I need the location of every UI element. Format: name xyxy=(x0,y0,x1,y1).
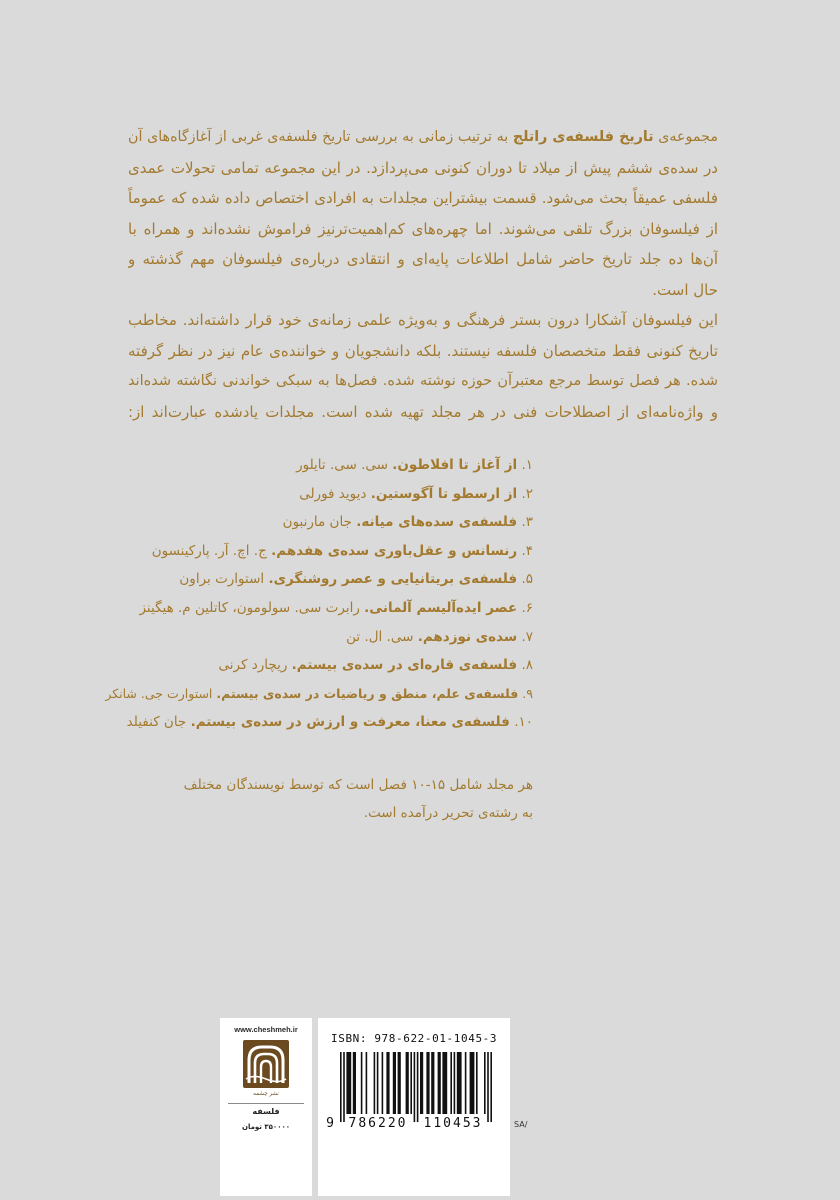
volume-item xyxy=(103,708,533,737)
audience-paragraph xyxy=(128,305,718,427)
barcode-bar xyxy=(476,1052,478,1114)
barcode-graphic xyxy=(318,1048,510,1124)
volume-number: ۲. xyxy=(521,485,533,502)
barcode-bar xyxy=(393,1052,396,1114)
volume-title: عصر ایده‌آلیسم آلمانی. xyxy=(364,599,518,616)
barcode-bar xyxy=(484,1052,486,1114)
series-title: تاریخ فلسفه‌ی راتلج xyxy=(512,129,654,145)
book-category: فلسفه xyxy=(252,1107,280,1116)
volume-number: ۸. xyxy=(521,657,533,674)
barcode-bar xyxy=(346,1052,351,1114)
barcode-guard-bar xyxy=(417,1052,419,1122)
side-code: SA/ xyxy=(514,1120,528,1129)
volume-title: فلسفه‌ی معنا، معرفت و ارزش در سده‌ی بیستم. xyxy=(190,714,510,731)
volume-title: از آغاز تا افلاطون. xyxy=(392,457,518,473)
barcode-bar xyxy=(431,1052,434,1114)
paragraph-line: حال است. xyxy=(652,280,718,299)
barcode-bar xyxy=(366,1052,368,1114)
barcode-bar xyxy=(438,1052,441,1114)
paragraph-line: تاریخ کنونی فقط متخصصان فلسفه نیستند. بلکه دانشجویان و خواننده‌ی عام نیز در نظر گرفته xyxy=(128,341,718,360)
volume-list xyxy=(103,451,533,737)
volume-title: فلسفه‌ی قاره‌ای در سده‌ی بیستم. xyxy=(291,657,518,674)
volume-author: ج. اچ. آر. پارکینسون xyxy=(151,542,267,559)
volume-author: ریچارد کرنی xyxy=(218,657,288,674)
barcode-digit-prefix: 9 xyxy=(326,1116,334,1131)
barcode-bar xyxy=(406,1052,409,1114)
volume-number: ۷. xyxy=(521,628,533,645)
paragraph-line: این فیلسوفان آشکارا درون بستر فرهنگی و به‌ویژه علمی زمانه‌ی خود قرار داشته‌اند. مخاطب xyxy=(128,311,718,329)
barcode-bar xyxy=(386,1052,389,1114)
barcode-bar xyxy=(442,1052,447,1114)
paragraph-line: فلسفی عمیقاً بحث می‌شود. قسمت بیشتراین مجلدات به افرادی اختصاص داده شده که عموماً xyxy=(128,189,718,207)
barcode-guard-bar xyxy=(490,1052,492,1122)
volume-item xyxy=(103,623,533,652)
volume-author: استوارت براون xyxy=(179,571,265,588)
volume-title: سده‌ی نوزدهم. xyxy=(417,628,518,645)
isbn-label: ISBN: 978-622-01-1045-3 xyxy=(331,1032,498,1045)
barcode-bar xyxy=(361,1052,363,1114)
paragraph-line: هر مجلد شامل ۱۵-۱۰ فصل است که توسط نویسندگان مختلف xyxy=(183,777,533,793)
volume-title: از ارسطو تا آگوستین. xyxy=(370,485,518,502)
volume-number: ۹. xyxy=(522,685,533,701)
volume-author: رابرت سی. سولومون، کاتلین م. هیگینز xyxy=(139,599,360,616)
barcode-bar xyxy=(377,1052,379,1114)
barcode-guard-bar xyxy=(414,1052,416,1122)
paragraph-text: به ترتیب زمانی به بررسی تاریخ فلسفه‌ی غربی از آغازگاه‌های آن xyxy=(128,129,513,145)
barcode-bar xyxy=(382,1052,384,1114)
barcode-bar xyxy=(426,1052,429,1114)
volume-author: استوارت جی. شانکر xyxy=(105,685,213,701)
barcode-bar xyxy=(410,1052,412,1114)
paragraph-text: مجموعه‌ی xyxy=(653,129,718,145)
barcode-guard-bar xyxy=(343,1052,345,1122)
paragraph-line: از فیلسوفان بزرگ تلقی می‌شوند. اما چهره‌های کم‌اهمیت‌ترنیز فراموش نشده‌اند و همراه با xyxy=(128,219,718,238)
barcode-box xyxy=(318,1018,510,1196)
volume-item xyxy=(103,480,533,509)
volume-item xyxy=(103,451,533,480)
divider xyxy=(228,1103,304,1104)
barcode-bar xyxy=(470,1052,475,1114)
barcode-bar xyxy=(374,1052,376,1114)
paragraph-line: در سده‌ی ششم پیش از میلاد تا دوران کنونی می‌پردازد. در این مجموعه تمامی تحولات عمدی xyxy=(128,158,718,177)
volume-title: فلسفه‌ی علم، منطق و ریاضیات در سده‌ی بیستم. xyxy=(216,685,519,701)
volume-item xyxy=(103,594,533,623)
volume-item xyxy=(103,651,533,680)
volume-author: سی. سی. تایلور xyxy=(296,457,388,473)
barcode-bar xyxy=(457,1052,462,1114)
publisher-website: www.cheshmeh.ir xyxy=(234,1025,298,1034)
barcode-guard-bar xyxy=(340,1052,342,1122)
volume-item xyxy=(103,565,533,594)
closing-paragraph xyxy=(183,771,533,827)
paragraph-line: به رشته‌ی تحریر درآمده است. xyxy=(363,805,533,821)
cheshmeh-logo-icon xyxy=(240,1039,292,1089)
volume-author: جان مارنبون xyxy=(282,514,352,531)
series-description-paragraph xyxy=(128,122,718,305)
publisher-name: نشر چشمه xyxy=(253,1091,279,1097)
barcode-bar xyxy=(465,1052,467,1114)
barcode-bar xyxy=(398,1052,401,1114)
volume-item xyxy=(103,680,533,709)
barcode-digits-left: 786220 xyxy=(348,1116,408,1131)
volume-title: فلسفه‌ی بریتانیایی و عصر روشنگری. xyxy=(268,571,518,588)
volume-author: سی. ال. تن xyxy=(346,628,414,645)
book-price: ۳۵۰۰۰۰ تومان xyxy=(241,1123,291,1131)
paragraph-line: و واژه‌نامه‌ای از اصطلاحات فنی در هر مجلد تهیه شده است. مجلدات یادشده عبارت‌اند از: xyxy=(128,402,718,421)
volume-item xyxy=(103,508,533,537)
volume-number: ۶. xyxy=(521,599,533,616)
paragraph-line: آن‌ها ده جلد تاریخ حاضر شامل اطلاعات پایه‌ای و انتقادی درباره‌ی فیلسوفان مهم گذشته و xyxy=(128,250,718,268)
volume-number: ۴. xyxy=(521,542,533,559)
volume-number: ۱۰. xyxy=(514,714,533,731)
barcode-bar xyxy=(420,1052,423,1114)
volume-title: رنسانس و عقل‌باوری سده‌ی هفدهم. xyxy=(271,542,518,559)
volume-item xyxy=(103,537,533,566)
volume-author: دیوید فورلی xyxy=(299,485,367,502)
volume-number: ۱. xyxy=(521,457,533,473)
barcode-bar xyxy=(450,1052,452,1114)
barcode-bar xyxy=(454,1052,456,1114)
publisher-box xyxy=(220,1018,312,1196)
volume-title: فلسفه‌ی سده‌های میانه. xyxy=(356,514,518,531)
volume-number: ۳. xyxy=(521,514,533,531)
barcode-guard-bar xyxy=(487,1052,489,1122)
volume-number: ۵. xyxy=(521,571,533,588)
barcode-digits-right: 110453 xyxy=(423,1116,483,1131)
volume-author: جان کنفیلد xyxy=(126,714,187,731)
barcode-bar xyxy=(353,1052,356,1114)
paragraph-line: شده. هر فصل توسط مرجع معتبرآن حوزه نوشته شده. فصل‌ها به سبکی خواندنی نگاشته شده‌اند xyxy=(128,373,718,389)
paragraph-line xyxy=(128,122,718,153)
